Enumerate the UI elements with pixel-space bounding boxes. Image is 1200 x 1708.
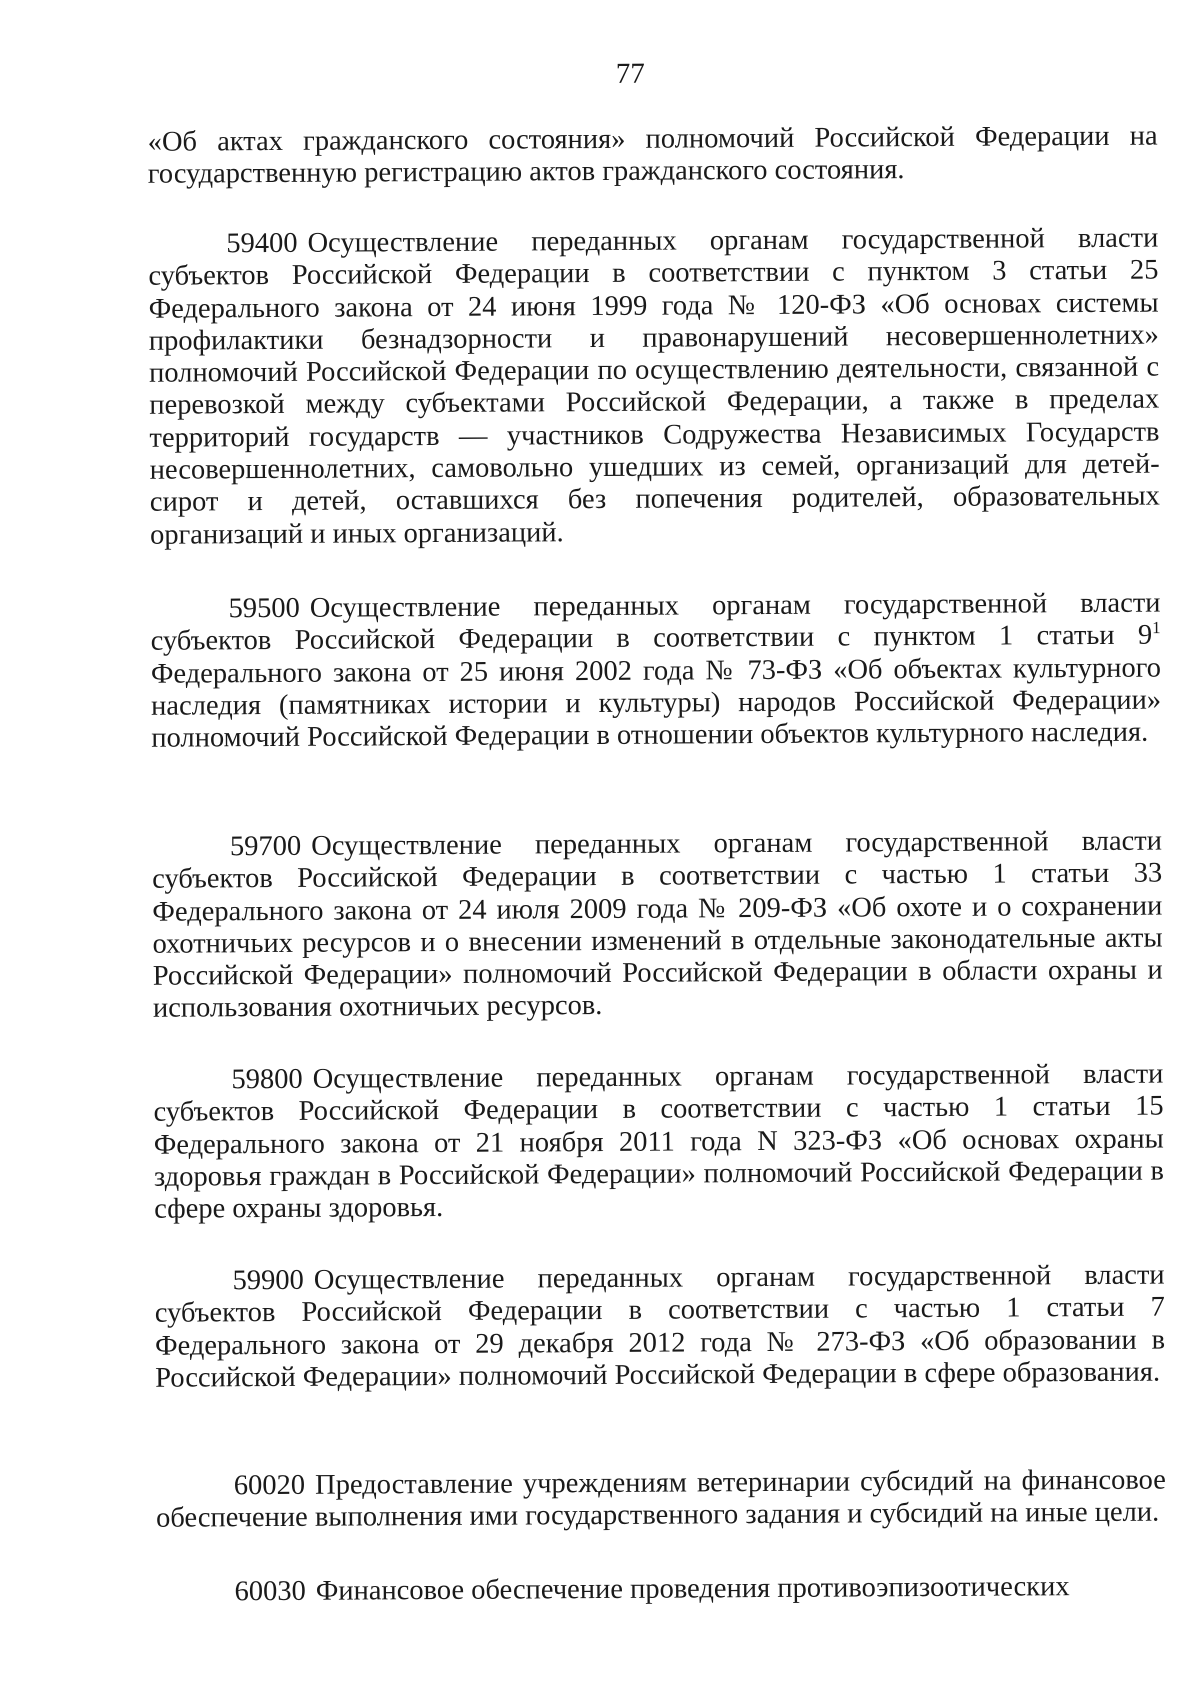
paragraph-59800 [153,1059,1164,1227]
paragraph-text: Осуществление переданных органам государственной власти субъектов Российской Федерации в соответствии с частью 1 статьи 7 Федерального закона от 29 декабря 2012 года № 273-ФЗ «Об образовании в Российской Федерации» полномочий Российской Федерации в сфере образования. [154,1259,1166,1394]
paragraph-59900 [155,1260,1166,1395]
budget-code: 60020 [233,1469,306,1502]
paragraph-text: Осуществление переданных органам государственной власти субъектов Российской Федерации в соответствии с пунктом 3 статьи 25 Федерального закона от 24 июня 1999 года № 120-ФЗ «Об основах системы профилактики безнадзорности и правонарушений несовершеннолетних» полномочий Российской Федерации по осуществлению деятельности, связанной с перевозкой между субъектами Российской Федерации, а также в пределах территорий государств — участников Содружества Независимых Государств несовершеннолетних, самовольно ушедших из семей, организаций для детей-сирот и детей, оставшихся без попечения родителей, образовательных организаций и иных организаций. [148,222,1160,551]
budget-code: 59700 [229,830,302,863]
paragraph-60020 [156,1465,1166,1536]
paragraph-text: Осуществление переданных органам государственной власти субъектов Российской Федерации в соответствии с частью 1 статьи 33 Федерального закона от 24 июля 2009 года № 209-ФЗ «Об охоте и о сохранении охотничьих ресурсов и о внесении изменений в отдельные законодательные акты Российской Федерации» полномочий Российской Федерации в области охраны и использования охотничьих ресурсов. [152,825,1163,1025]
paragraph-text: Осуществление переданных органам государственной власти субъектов Российской Федерации в соответствии с частью 1 статьи 15 Федерального закона от 21 ноября 2011 года N 323-ФЗ «Об основах охраны здоровья граждан в Российской Федерации» полномочий Российской Федерации в сфере охраны здоровья. [153,1058,1165,1225]
paragraph-text: Финансовое обеспечение проведения противоэпизоотических [315,1571,1070,1607]
budget-code: 59900 [232,1264,304,1297]
paragraph-continuation [148,121,1158,192]
paragraph-text: Осуществление переданных органам государственной власти субъектов Российской Федерации в соответствии с пунктом 1 статьи 9 [150,587,1161,658]
budget-code: 59800 [231,1063,303,1096]
budget-code: 59400 [226,227,298,260]
paragraph-text-continued: Федерального закона от 25 июня 2002 года № 73-ФЗ «Об объектах культурного наследия (памятниках истории и культуры) народов Российской Федерации» полномочий Российской Федерации в отношении объектов культурного наследия. [150,652,1162,754]
paragraph-59700 [152,826,1163,1026]
paragraph-59400 [148,223,1160,552]
paragraph-text: Предоставление учреждениям ветеринарии субсидий на финансовое обеспечение выполнения ими государственного задания и субсидий на иные цели. [155,1464,1166,1535]
budget-code: 60030 [234,1575,306,1608]
paragraph-text: «Об актах гражданского состояния» полномочий Российской Федерации на государственную регистрацию актов гражданского состояния. [147,120,1158,191]
paragraph-60030 [156,1571,1166,1609]
article-superscript: 1 [1152,618,1161,638]
page-number: 77 [615,57,645,90]
paragraph-59500 [150,588,1161,756]
budget-code: 59500 [228,592,300,625]
